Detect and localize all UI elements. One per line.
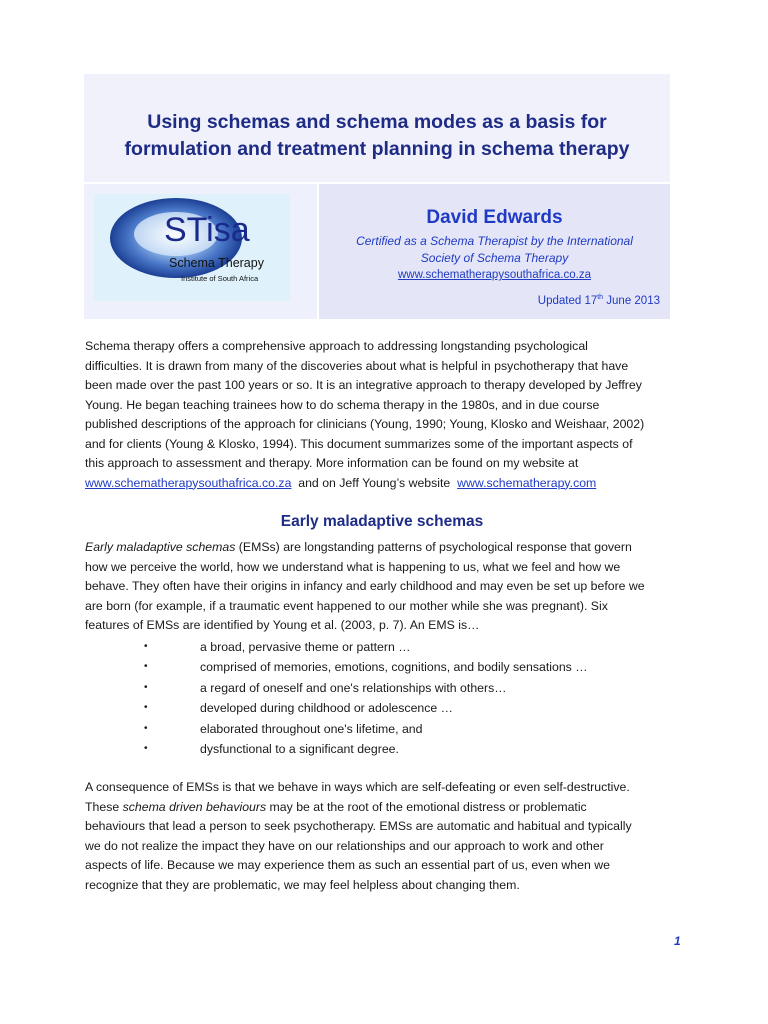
updated-ordinal: th — [597, 294, 604, 301]
document-title — [84, 74, 670, 163]
logo-subtitle: Schema Therapy — [169, 256, 264, 270]
list-item-text: elaborated throughout one's lifetime, and — [200, 721, 423, 736]
list-item-text: dysfunctional to a significant degree. — [200, 741, 399, 756]
list-item-text: developed during childhood or adolescence … — [200, 701, 453, 716]
title-line-2: formulation and treatment planning in schema therapy — [124, 138, 630, 160]
bullet-icon: • — [144, 702, 148, 714]
list-item — [85, 698, 645, 718]
bullet-icon: • — [144, 722, 148, 734]
intro-middle: and on Jeff Young’s website — [291, 475, 458, 490]
ems-term: Early maladaptive schemas — [85, 540, 236, 554]
bullet-icon: • — [144, 661, 148, 673]
author-cell — [319, 184, 670, 319]
list-item — [85, 719, 645, 739]
title-line-1: Using schemas and schema modes as a basis for — [147, 111, 607, 133]
ems-features-list — [85, 637, 645, 759]
ems-paragraph — [85, 538, 645, 636]
consequence-text-1: A consequence of EMSs is that we behave in ways which are self-defeating or even self-destructive. These — [85, 780, 630, 814]
updated-date — [538, 294, 660, 307]
stisa-logo — [94, 194, 290, 301]
author-name: David Edwards — [426, 207, 563, 228]
logo-wordmark: STisa — [164, 211, 250, 249]
ems-text: (EMSs) are longstanding patterns of psychological response that govern how we perceive the world, how we understand what is happening to us, what we feel and how we behave. They often have their origins in infancy and early childhood and may even be set up before we are born (for example, if a traumatic event happened to our mother while she was pregnant). Six features of EMSs are identified by Young et al. (2003, p. 7). An EMS is… — [85, 540, 645, 632]
certification-line-1: Certified as a Schema Therapist by the International — [356, 234, 633, 248]
logo-cell — [84, 184, 317, 319]
bullet-icon: • — [144, 641, 148, 652]
intro-text: Schema therapy offers a comprehensive approach to addressing longstanding psychological difficulties. It is drawn from many of the discoveries about what is helpful in psychotherapy that have been made over the past 100 years or so. It is an integrative approach to therapy developed by Jeffrey Young. He began teaching trainees how to do schema therapy in the 1980s, and in due course published descriptions of the approach for clinicians (Young, 1990; Young, Klosko and Weishaar, 2002) and for clients (Young & Klosko, 1994). This document summarizes some of the important aspects of this approach to assessment and therapy. More information can be found on my website at — [85, 339, 645, 470]
website-link[interactable]: www.schematherapysouthafrica.co.za — [85, 475, 292, 490]
bullet-icon: • — [144, 742, 148, 754]
header-table — [84, 74, 670, 319]
author-certification — [319, 233, 670, 267]
list-item-text: a regard of oneself and one's relationships with others… — [200, 680, 507, 695]
consequence-paragraph — [85, 778, 645, 895]
section-heading: Early maladaptive schemas — [280, 513, 484, 530]
logo-institute: Institute of South Africa — [181, 274, 259, 283]
updated-suffix: June 2013 — [603, 294, 660, 307]
updated-prefix: Updated 17 — [537, 294, 598, 307]
page-number: 1 — [674, 934, 681, 948]
certification-line-2: Society of Schema Therapy — [420, 251, 569, 265]
list-item — [85, 657, 645, 677]
list-item-text: a broad, pervasive theme or pattern … — [200, 640, 411, 654]
list-item — [85, 678, 645, 698]
title-cell — [84, 74, 670, 182]
intro-paragraph — [85, 337, 645, 493]
author-website-link[interactable]: www.schematherapysouthafrica.co.za — [397, 269, 592, 281]
consequence-text-2: may be at the root of the emotional distress or problematic behaviours that lead a person to seek psychotherapy. EMSs are automatic and habitual and typically we do not realize the impact they have on our relationships and our approach to work and other aspects of life. Because we may experience them as such an essential part of us, even when we recognize that they are problematic, we may feel helpless about changing them. — [85, 799, 632, 892]
consequence-emphasis: schema driven behaviours — [122, 799, 267, 814]
list-item — [85, 637, 645, 657]
list-item — [85, 739, 645, 759]
schematherapy-link[interactable]: www.schematherapy.com — [457, 475, 597, 490]
bullet-icon: • — [144, 681, 148, 693]
list-item-text: comprised of memories, emotions, cognitions, and bodily sensations … — [200, 660, 588, 675]
